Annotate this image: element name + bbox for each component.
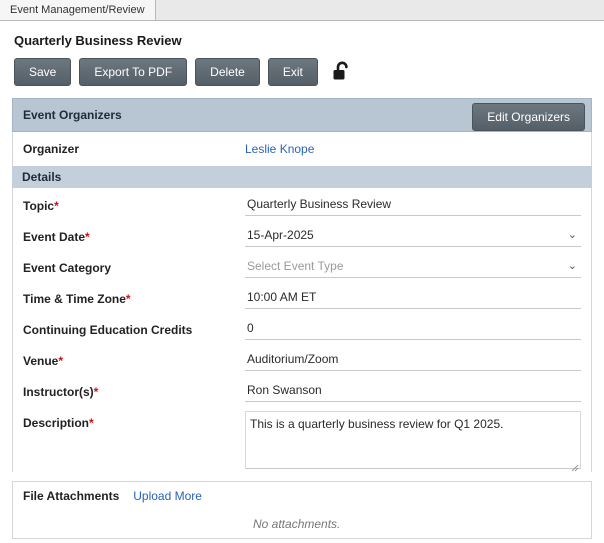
topic-input[interactable] [245,194,581,216]
required-marker: * [54,199,59,213]
browser-tab[interactable] [0,0,156,20]
required-marker: * [125,292,131,306]
instructors-input[interactable] [245,380,581,402]
delete-button[interactable]: Delete [195,58,260,86]
field-row-event-category [23,256,581,278]
required-marker: * [85,230,90,244]
field-row-topic [23,194,581,216]
upload-more-link[interactable]: Upload More [133,488,202,503]
organizer-label: Organizer [23,142,80,156]
field-row-ce-credits [23,318,581,340]
details-title: Details [22,170,62,184]
time-and-zone-input[interactable] [245,287,581,309]
exit-button[interactable]: Exit [268,58,318,86]
required-marker: * [58,354,64,368]
file-attachments-label: File Attachments [23,488,120,503]
ce-credits-label: Continuing Education Credits [23,323,193,337]
details-form [12,188,592,472]
browser-tab-label: Event Management/Review [10,4,145,16]
window-tab-strip [0,0,604,21]
action-toolbar [14,58,592,86]
event-organizers-section-header [12,98,592,132]
organizer-name-link[interactable]: Leslie Knope [245,142,315,156]
chevron-down-icon: ⌄ [567,260,577,272]
event-organizers-title: Event Organizers [23,108,122,122]
event-date-input[interactable] [245,225,581,247]
event-date-label: Event Date* [23,230,90,244]
file-attachments-row [12,481,592,509]
save-button[interactable]: Save [14,58,71,86]
page-title: Quarterly Business Review [14,33,182,48]
event-category-select[interactable] [245,256,581,278]
organizer-row [12,132,592,166]
details-section-header [12,166,592,188]
field-row-description [23,411,581,472]
venue-label: Venue* [23,354,64,368]
description-label: Description* [23,416,94,430]
export-to-pdf-button[interactable]: Export To PDF [79,58,187,86]
event-category-label: Event Category [23,261,112,275]
field-row-time-and-zone [23,287,581,309]
no-attachments-message: No attachments. [12,509,592,539]
required-marker: * [93,385,99,399]
unlocked-padlock-icon[interactable] [332,60,354,84]
page-content [0,21,604,539]
edit-organizers-button[interactable]: Edit Organizers [472,103,585,131]
chevron-down-icon: ⌄ [567,229,577,241]
instructors-label: Instructor(s)* [23,385,99,399]
venue-input[interactable] [245,349,581,371]
topic-label: Topic* [23,199,59,213]
required-marker: * [89,416,94,430]
description-textarea[interactable] [245,411,581,469]
field-row-event-date [23,225,581,247]
field-row-venue [23,349,581,371]
field-row-instructors [23,380,581,402]
ce-credits-input[interactable] [245,318,581,340]
time-and-zone-label: Time & Time Zone* [23,292,131,306]
